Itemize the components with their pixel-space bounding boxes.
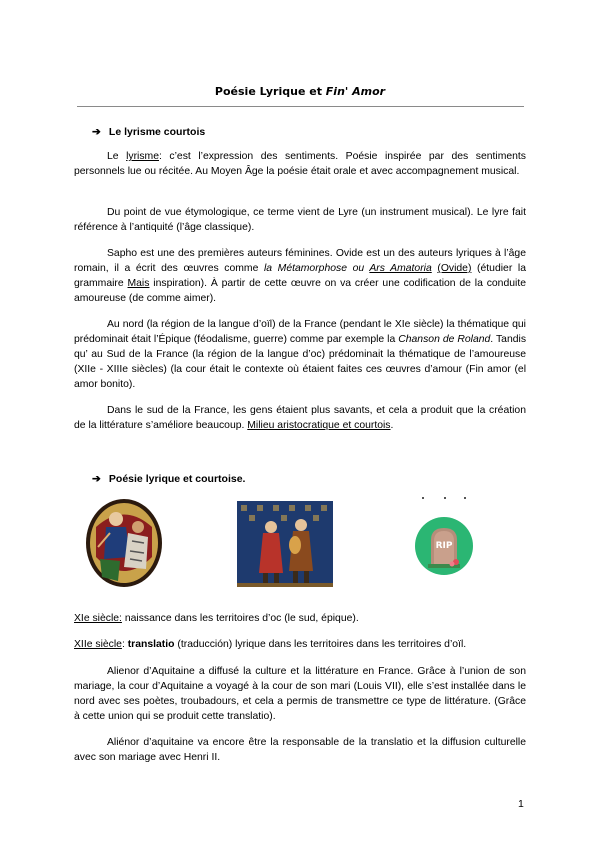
paragraph-lyrisme: Le lyrisme: c’est l’expression des sentiments. Poésie inspirée par des sentiments personnels lue ou récitée. Au Moyen Âge la poésie était orale et avec accompagnement musical. [74, 151, 526, 177]
arrow-icon: ➔ [92, 126, 101, 138]
paragraph-alienor: Alienor d’Aquitaine a diffusé la culture et la littérature en France. Grâce à l’union de son mariage, la cour d’Aquitaine a voyagé à la cour de son mari (Louis VII), elle s’est installée dans le nord avec ses poètes, troubadours, et cela a permis de transmettre ce type de littérature. (Grâce à cette union qui se produit cette translatio). [74, 666, 526, 722]
arrow-icon: ➔ [92, 473, 101, 485]
paragraph-xiie-siecle: XIIe siècle: translatio (traducción) lyrique dans les territoires dans les territoires d’oïl. [74, 639, 467, 650]
title-divider [77, 106, 524, 107]
svg-text:RIP: RIP [435, 541, 453, 551]
paragraph-xie-siecle: XIe siècle: naissance dans les territoires d’oc (le sud, épique). [74, 613, 359, 624]
minstrels-image [237, 501, 333, 587]
rip-tombstone-icon [414, 516, 474, 576]
section-heading-lyrisme: ➔ Le lyrisme courtois [92, 126, 206, 138]
paragraph-sapho: Sapho est une des premières auteurs féminines. Ovide est un des auteurs lyriques à l’âge romain, il a écrit des œuvres comme la Métamorphose ou Ars Amatoria (Ovide) (étudier la grammaire Mais inspiration). À partir de cette œuvre on va créer une codification de la conduite amoureuse (de comme aimer). [74, 248, 526, 304]
page-title: Poésie Lyrique et Fin' Amor [214, 85, 386, 98]
paragraph-milieu: Dans le sud de la France, les gens étaient plus savants, et cela a produit que la création de la littérature s’améliore beaucoup. Milieu aristocratique et courtois. [74, 405, 526, 431]
paragraph-etymologie: Du point de vue étymologique, ce terme vient de Lyre (un instrument musical). Le lyre fait référence à l’antiquité (l’âge classique). [74, 207, 526, 233]
paragraph-nord-sud: Au nord (la région de la langue d’oïl) de la France (pendant le XIe siècle) la thématique qui prédominait était l’Épique (féodalisme, guerre) comme par exemple la Chanson de Roland. Tandis qu’ au Sud de la France (la région de la langue d’oc) prédominait la thématique de l’amoureuse (XIIe - XIIIe siècles) (la cour était le contexte où étaient faites ces œuvres d’amour (Fin amor (el amor bonito). [74, 319, 527, 390]
paragraph-alienor-henri: Aliénor d’aquitaine va encore être la responsable de la translatio et la diffusion culturelle avec son mariage avec Henri II. [74, 737, 526, 763]
milieu-text: Milieu aristocratique et courtois [247, 420, 391, 431]
page-number: 1 [518, 798, 524, 810]
section-heading-poesie: ➔ Poésie lyrique et courtoise. [92, 473, 246, 485]
medieval-miniature-image [84, 497, 164, 589]
decorative-dots [422, 497, 468, 500]
term-lyrisme: lyrisme [126, 151, 159, 162]
